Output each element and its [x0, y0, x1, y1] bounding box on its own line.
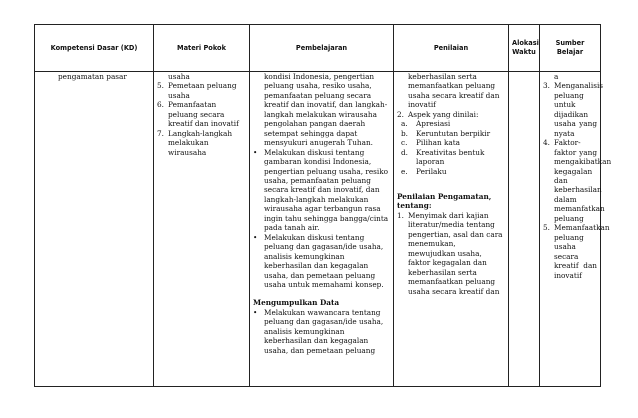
list-item: 3. Menganalisis peluang untuk dijadikan usaha yang nyata — [543, 81, 604, 138]
header-materi: Materi Pokok — [154, 25, 250, 72]
cell-pembelajaran — [250, 72, 394, 387]
penilaian-list-2 — [397, 211, 505, 296]
cell-kd — [35, 72, 154, 387]
header-pembelajaran: Pembelajaran — [250, 25, 394, 72]
pembelajaran-heading: Mengumpulkan Data — [253, 298, 340, 308]
penilaian-list — [397, 110, 505, 119]
list-item: • Melakukan wawancara tentang peluang dan gagasan/ide usaha, analisis kemungkinan keberhasilan dan kegagalan usaha, dan pemetaan peluang — [253, 307, 384, 355]
pembelajaran-list-2 — [253, 308, 390, 355]
penilaian-lead: keberhasilan serta memanfaatkan peluang usaha secara kreatif dan inovatif — [408, 72, 500, 110]
list-item: d. Kreativitas bentuk laporan — [401, 147, 485, 167]
cell-sumber — [540, 72, 612, 387]
cell-penilaian — [394, 72, 509, 387]
header-penilaian: Penilaian — [394, 25, 509, 72]
pembelajaran-list — [253, 148, 390, 290]
syllabus-table — [34, 24, 612, 387]
sumber-lead: a — [554, 72, 559, 81]
list-item: c. Pilihan kata — [401, 138, 461, 148]
header-kd: Kompetensi Dasar (KD) — [35, 25, 154, 72]
list-item: 5. Memanfaatkan peluang usaha secara kreatif dan inovatif — [543, 223, 610, 280]
pembelajaran-lead: kondisi Indonesia, pengertian peluang usaha, resiko usaha, pemanfaatan peluang secara kreatif dan inovatif, dan langkah-langkah melakukan wirausaha pengolahan pangan daerah setempat sehingga dapat mensyukuri anugerah Tuhan. — [264, 72, 388, 148]
table-row — [35, 72, 601, 387]
header-alokasi: Alokasi Waktu — [509, 25, 540, 72]
materi-list — [157, 81, 246, 157]
list-item: e. Perilaku — [401, 166, 447, 176]
penilaian-sublist — [401, 119, 505, 176]
list-item: 5. Pemetaan peluang usaha — [157, 81, 237, 100]
cell-alokasi — [509, 72, 540, 387]
sumber-list — [543, 81, 612, 280]
list-item: 2. Aspek yang dinilai: — [397, 109, 479, 119]
list-item: a. Apresiasi — [401, 119, 451, 129]
list-item: • Melakukan diskusi tentang gambaran kondisi Indonesia, pengertian peluang usaha, resiko usaha, pemanfaatan peluang secara kreatif dan inovatif, dan langkah-langkah melakukan wirausaha agar terbangun rasa ingin tahu sehingga bangga/cinta pada tanah air. — [253, 147, 389, 233]
header-row — [35, 25, 601, 72]
penilaian-heading: Penilaian Pengamatan, tentang: — [397, 191, 492, 211]
cell-materi — [154, 72, 250, 387]
list-item: 1. Menyimak dari kajian literatur/media tentang pengertian, asal dan cara menemukan, mewujudkan usaha, faktor kegagalan dan keberhasilan serta memanfaatkan peluang usaha secara kreatif dan — [397, 210, 503, 296]
kd-text: pengamatan pasar — [58, 72, 127, 81]
materi-lead: usaha — [168, 72, 190, 81]
list-item: 4. Faktor-faktor yang mengakibatkan kegagalan dan keberhasilan dalam memanfatkan peluang — [543, 138, 612, 223]
list-item: b. Keruntutan berpikir — [401, 128, 491, 138]
list-item: 6. Pemanfaatan peluang secara kreatif dan inovatif — [157, 100, 239, 129]
list-item: 7. Langkah-langkah melakukan wirausaha — [157, 128, 233, 157]
list-item: • Melakukan diskusi tentang peluang dan gagasan/ide usaha, analisis kemungkinan keberhasilan dan kegagalan usaha, dan pemetaan peluang usaha untuk memahami konsep. — [253, 232, 384, 289]
header-sumber: Sumber Belajar — [540, 25, 601, 72]
